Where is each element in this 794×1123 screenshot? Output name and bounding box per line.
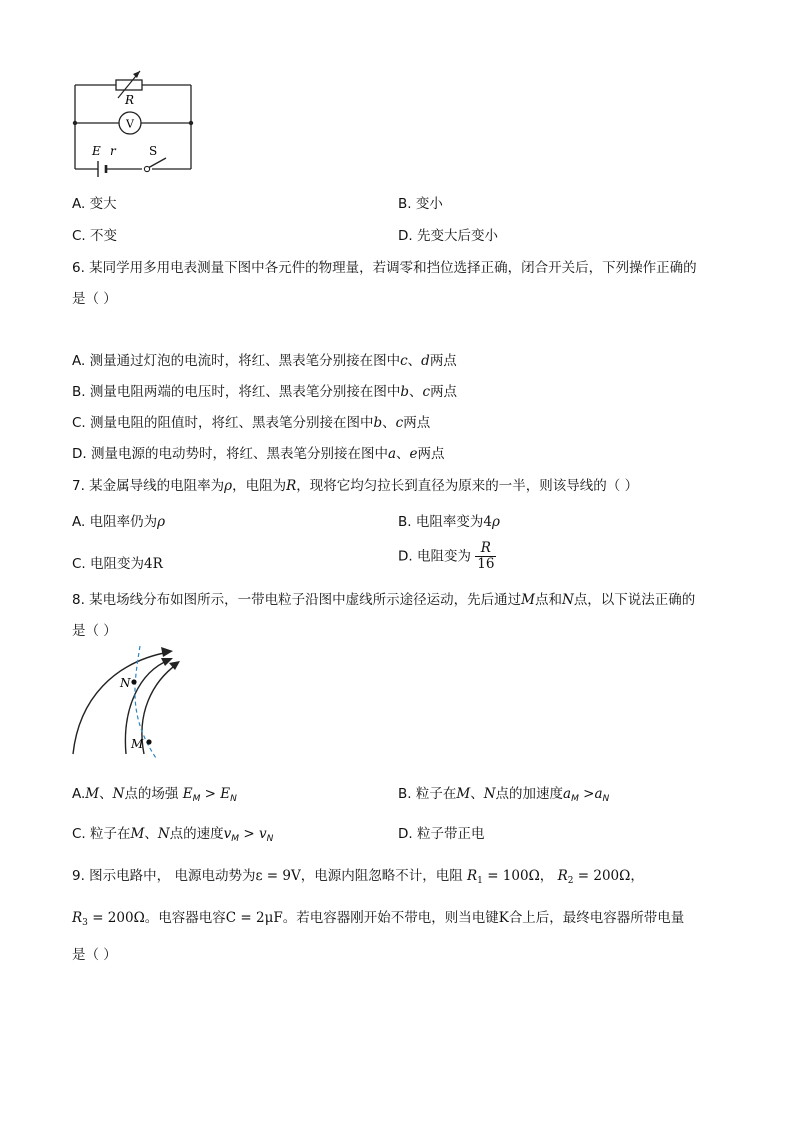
point-n <box>131 679 136 684</box>
field-lines-diagram-q8 <box>64 644 194 760</box>
q9-stem-line1: 9. 图示电路中， 电源电动势为ε = 9V，电源内阻忽略不计，电阻 $R_1 = 100\Omega$， $R_2 = 200\Omega$， <box>72 868 644 886</box>
q6-stem-line2: 是（ ） <box>72 291 117 307</box>
q6-option-c[interactable]: C. 测量电阻的阻值时，将红、黑表笔分别接在图中b、c两点 <box>72 415 431 431</box>
point-m <box>146 739 151 744</box>
q7-option-d[interactable]: D. 电阻变为 $\frac{R}{16}$ <box>398 540 495 572</box>
q6-option-a[interactable]: A. 测量通过灯泡的电流时，将红、黑表笔分别接在图中c、d两点 <box>72 353 457 369</box>
q8-option-b[interactable]: B. 粒子在M、N点的加速度$a_M >a_N$ <box>398 786 610 804</box>
q5-option-d[interactable]: D. 先变大后变小 <box>398 228 498 244</box>
q7-stem: 7. 某金属导线的电阻率为ρ，电阻为R，现将它均匀拉长到直径为原来的一半，则该导线的（ ） <box>72 478 639 494</box>
q8-stem-line1: 8. 某电场线分布如图所示，一带电粒子沿图中虚线所示途径运动，先后通过M点和N点，以下说法正确的 <box>72 592 696 608</box>
label-S: S <box>149 144 158 158</box>
q9-stem-line3: 是（ ） <box>72 947 117 963</box>
q5-option-b[interactable]: B. 变小 <box>398 196 443 212</box>
label-V: V <box>126 117 134 131</box>
fraction-r-over-16: $\frac{R}{16}$ <box>477 540 495 572</box>
q7-option-b[interactable]: B. 电阻率变为4ρ <box>398 514 500 530</box>
q9-stem-line2: $R_3 = 200\Omega$。电容器电容C = 2μF。若电容器刚开始不带电，则当电键K合上后，最终电容器所带电量 <box>72 910 685 928</box>
q6-option-d[interactable]: D. 测量电源的电动势时，将红、黑表笔分别接在图中a、e两点 <box>72 446 445 462</box>
label-m: M <box>131 737 144 751</box>
q8-option-c[interactable]: C. 粒子在M、N点的速度$v_M > v_N$ <box>72 826 274 844</box>
label-R: R <box>125 93 135 107</box>
q8-stem-line2: 是（ ） <box>72 623 117 639</box>
label-r: r <box>110 144 116 158</box>
q6-stem-line1: 6. 某同学用多用电表测量下图中各元件的物理量，若调零和挡位选择正确，闭合开关后，下列操作正确的 <box>72 260 697 276</box>
label-E: E <box>92 144 101 158</box>
q5-option-c[interactable]: C. 不变 <box>72 228 118 244</box>
q7-option-a[interactable]: A. 电阻率仍为ρ <box>72 514 166 530</box>
q6-option-b[interactable]: B. 测量电阻两端的电压时，将红、黑表笔分别接在图中b、c两点 <box>72 384 458 400</box>
circuit-diagram-q5 <box>60 66 210 178</box>
q8-option-a[interactable]: A.M、N点的场强 $E_M > E_N$ <box>72 786 237 804</box>
q5-option-a[interactable]: A. 变大 <box>72 196 117 212</box>
q7-option-c[interactable]: C. 电阻变为4R <box>72 556 163 572</box>
label-n: N <box>120 676 131 690</box>
q8-option-d[interactable]: D. 粒子带正电 <box>398 826 485 842</box>
